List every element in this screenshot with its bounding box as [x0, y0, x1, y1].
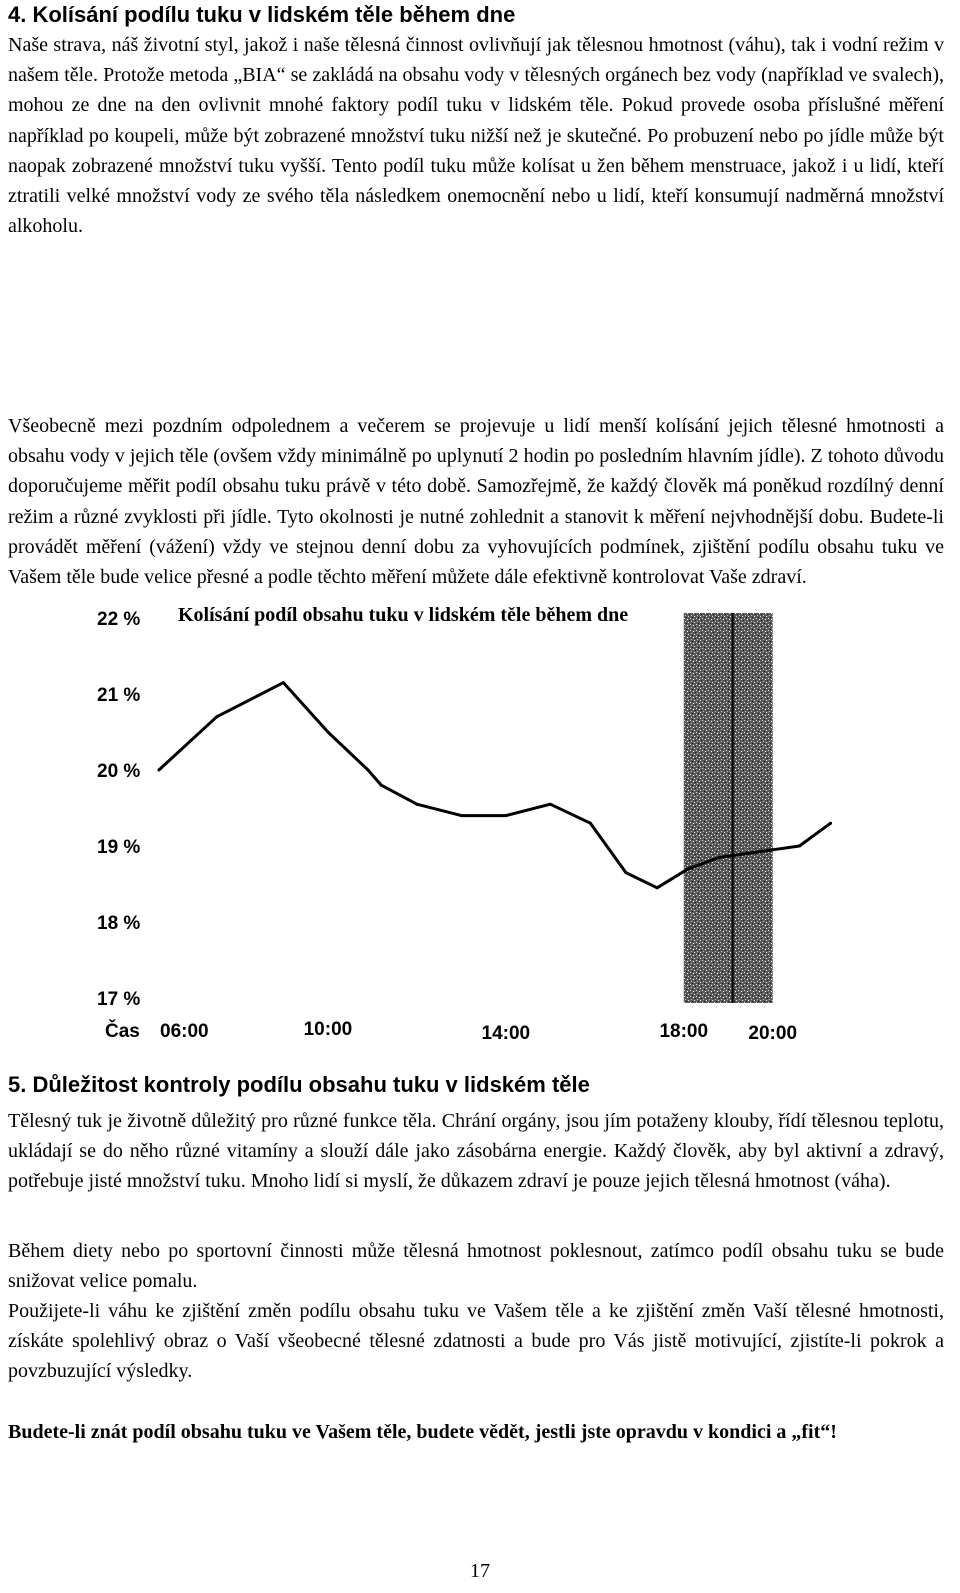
data-point [624, 871, 627, 874]
x-tick-label: 06:00 [160, 1021, 209, 1040]
y-tick-label: 17 % [97, 989, 141, 1010]
section-4-paragraph-1: Naše strava, náš životní styl, jakož i naše tělesná činnost ovlivňují jak tělesnou hmotnost (váhu), tak i vodní režim v našem těle. Protože metoda „BIA“ se zakládá na obsahu vody v tělesných orgánech bez vody (například ve svalech), mohou ze dne na den ovlivnit mnohé faktory podíl tuku v lidském těle. Pokud provede osoba příslušné měření například po koupeli, může být zobrazené množství tuku nižší než je skutečné. Po probuzení nebo po jídle může být naopak zobrazené množství tuku vyšší. Tento podíl tuku může kolísat u žen během menstruace, jakož i u lidí, kteří ztratili velké množství vody ze svého těla následkem onemocnění nebo u lidí, kteří konsumují nadměrná množství alkoholu. [8, 34, 944, 238]
data-point [718, 856, 721, 859]
data-point [415, 803, 418, 806]
y-tick-label: 18 % [97, 913, 141, 934]
data-point [798, 845, 801, 848]
section-5-paragraph-2: Během diety nebo po sportovní činnosti může tělesná hmotnost poklesnout, zatímco podíl obsahu tuku se bude snižovat velice pomalu. [8, 1240, 944, 1293]
y-tick-label: 22 % [97, 609, 141, 630]
y-tick-label: 19 % [97, 837, 141, 858]
x-axis-label: Čas [105, 1021, 140, 1040]
evening-shaded-band [684, 613, 773, 1003]
data-point [829, 822, 832, 825]
fat-fluctuation-chart [0, 600, 960, 1040]
data-point [504, 814, 507, 817]
data-point [745, 852, 748, 855]
data-point [282, 681, 285, 684]
data-point [771, 848, 774, 851]
section-4-paragraph-2: Všeobecně mezi pozdním odpolednem a večerem se projevuje u lidí menší kolísání jejich tělesné hmotnosti a obsahu vody v jejich těle (ovšem vždy minimálně po uplynutí 2 hodin po posledním hlavním jídle). Z tohoto důvodu doporučujeme měřit podíl obsahu tuku právě v této době. Samozřejmě, že každý člověk má poněkud rozdílný denní režim a různé zvyklosti při jídle. Tyto okolnosti je nutné zohlednit a stanovit k měření nejvhodnější dobu. Budete-li provádět měření (vážení) vždy ve stejnou denní dobu za vyhovujících podmínek, zjištění podílu obsahu tuku ve Vašem těle bude velice přesné a podle těchto měření můžete dále efektivně kontrolovat Vaše zdraví. [8, 415, 944, 589]
x-tick-label: 14:00 [481, 1023, 531, 1040]
x-tick-label: 18:00 [659, 1021, 709, 1040]
data-point [157, 769, 160, 772]
chart-title: Kolísání podíl obsahu tuku v lidském těle během dne [178, 604, 629, 626]
data-point [326, 731, 329, 734]
section-5-paragraph-3: Použijete-li váhu ke zjištění změn podílu obsahu tuku ve Vašem těle a ke zjištění změn Vaší tělesné hmotnosti, získáte spolehlivý obraz o Vaší všeobecné tělesné zdatnosti a bude pro Vás jistě motivující, zjistíte-li pokrok a povzbuzující výsledky. [8, 1300, 944, 1383]
y-tick-label: 21 % [97, 685, 141, 706]
section-5-closing: Budete-li znát podíl obsahu tuku ve Vašem těle, budete vědět, jestli jste opravdu v kondici a „fit“! [8, 1421, 837, 1443]
x-tick-label: 10:00 [303, 1019, 353, 1040]
section-4-heading: 4. Kolísání podílu tuku v lidském těle během dne [8, 2, 516, 27]
data-point [549, 803, 552, 806]
data-point [460, 814, 463, 817]
data-point [656, 886, 659, 889]
data-point [215, 715, 218, 718]
data-point [589, 822, 592, 825]
page-number: 17 [470, 1560, 490, 1582]
section-5-heading: 5. Důležitost kontroly podílu obsahu tuku v lidském těle [8, 1072, 590, 1097]
section-5-paragraph-1: Tělesný tuk je životně důležitý pro různé funkce těla. Chrání orgány, jsou jím potaženy klouby, řídí tělesnou teplotu, ukládají se do něho různé vitamíny a slouží dále jako zásobárna energie. Každý člověk, aby byl aktivní a zdravý, potřebuje jisté množství tuku. Mnoho lidí si myslí, že důkazem zdraví je pouze jejich tělesná hmotnost (váha). [8, 1110, 944, 1193]
data-point [367, 769, 370, 772]
y-tick-label: 20 % [97, 761, 141, 782]
data-point [380, 784, 383, 787]
x-tick-label: 20:00 [748, 1023, 798, 1040]
data-point [687, 867, 690, 870]
